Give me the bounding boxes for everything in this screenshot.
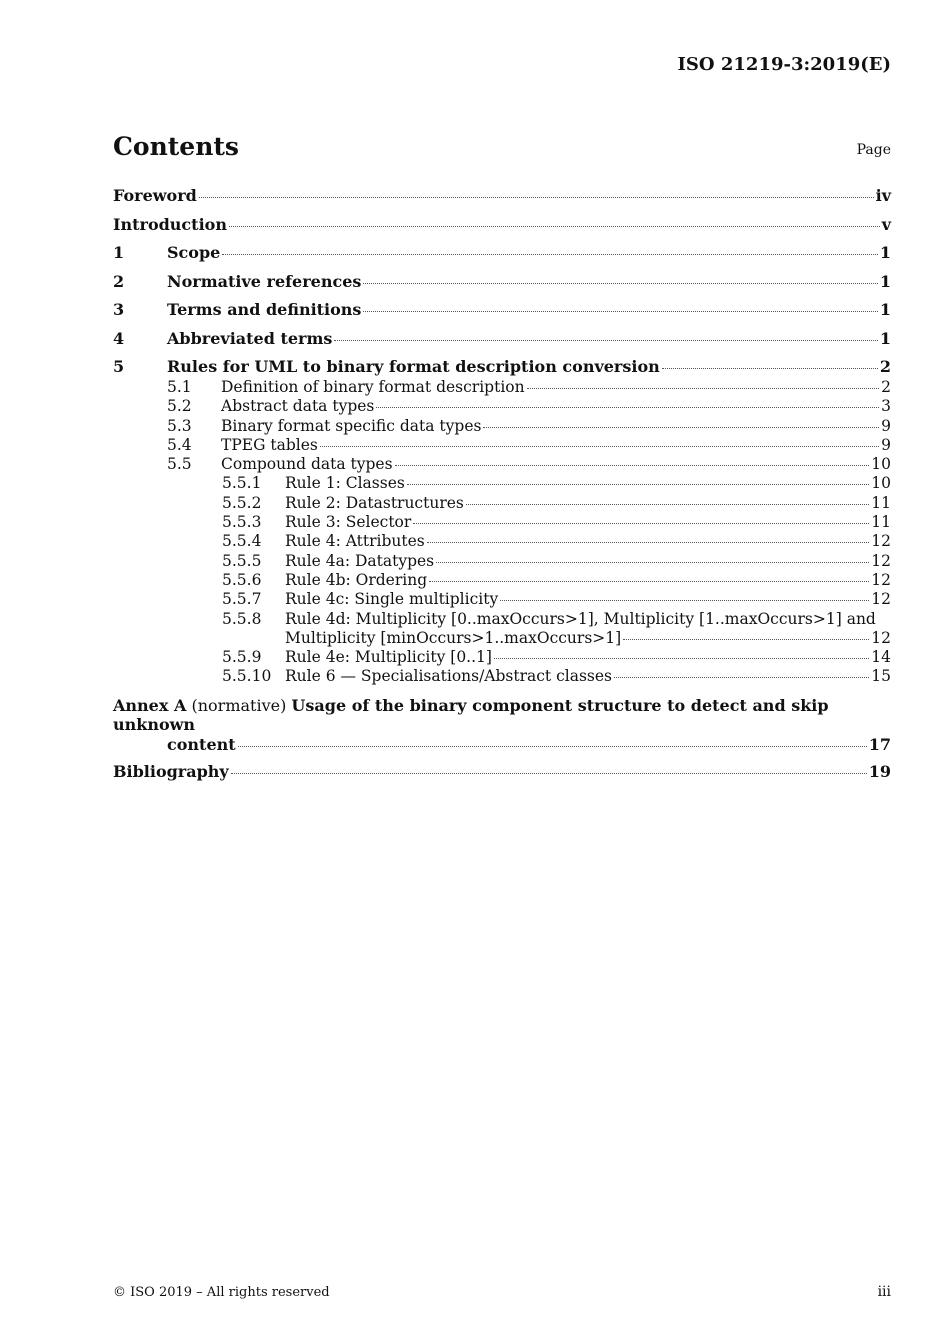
dot-leader: [500, 600, 869, 601]
toc-entry-page: 3: [881, 397, 891, 416]
toc-entry-page: 11: [871, 513, 891, 532]
toc-entry-number: 5.5.3: [222, 513, 262, 532]
toc-entry-page: 1: [879, 243, 891, 262]
toc-entry-number: 2: [113, 271, 125, 291]
dot-leader: [427, 542, 870, 543]
dot-leader: [466, 504, 869, 505]
dot-leader: [429, 581, 869, 582]
toc-entry-annex-a-continued[interactable]: [113, 735, 891, 755]
toc-entry-page: 11: [871, 493, 891, 512]
annex-title-line2: content: [167, 734, 236, 754]
annex-label: Annex A: [113, 695, 187, 715]
toc-entry-page: 15: [871, 667, 891, 686]
dot-leader: [199, 197, 874, 198]
toc-entry-number: 5.5.10: [222, 667, 272, 686]
toc-entry-page: 12: [871, 570, 891, 589]
toc-entry-title: Compound data types: [221, 455, 393, 474]
dot-leader: [407, 484, 869, 485]
dot-leader: [527, 388, 880, 389]
toc-entry-5-5-8[interactable]: [113, 610, 891, 629]
toc-entry-page: 17: [868, 734, 891, 754]
toc-entry-clause-3[interactable]: [113, 299, 891, 321]
toc-entry-title: Rule 3: Selector: [285, 513, 412, 532]
dot-leader: [494, 658, 869, 659]
toc-entry-5-5-8-continued[interactable]: [113, 629, 891, 648]
toc-entry-title: Bibliography: [113, 761, 229, 781]
dot-leader: [395, 465, 870, 466]
toc-entry-bibliography[interactable]: [113, 761, 891, 783]
toc-entry-title: Rule 4b: Ordering: [285, 570, 428, 589]
toc-entry-page: 9: [881, 416, 891, 435]
toc-entry-page: 2: [879, 357, 891, 376]
toc-entry-page: 10: [871, 474, 891, 493]
dot-leader: [413, 523, 869, 524]
toc-entry-number: 5.5.7: [222, 590, 262, 609]
toc-entry-number: 5.5.4: [222, 532, 262, 551]
toc-entry-5-5-5[interactable]: [113, 552, 891, 571]
toc-entry-5-5-6[interactable]: [113, 571, 891, 590]
standard-identifier: ISO 21219-3:2019(E): [677, 54, 891, 75]
toc-entry-5-5-1[interactable]: [113, 474, 891, 493]
toc-entry-number: 5.1: [167, 378, 192, 396]
toc-entry-page: 12: [871, 590, 891, 609]
toc-entry-5-2[interactable]: [113, 397, 891, 416]
copyright-notice: © ISO 2019 – All rights reserved: [113, 1285, 330, 1300]
toc-entry-5-5-2[interactable]: [113, 494, 891, 513]
dot-leader: [231, 773, 867, 774]
dot-leader: [320, 446, 879, 447]
toc-entry-5-5-4[interactable]: [113, 532, 891, 551]
table-of-contents: [113, 185, 891, 783]
annex-type: (normative): [191, 695, 287, 715]
toc-entry-number: 5.5.2: [222, 493, 262, 512]
toc-entry-page: 14: [871, 648, 891, 667]
toc-entry-foreword[interactable]: [113, 185, 891, 207]
toc-entry-clause-4[interactable]: [113, 328, 891, 350]
toc-entry-title: Abstract data types: [221, 397, 375, 416]
toc-entry-5-5-3[interactable]: [113, 513, 891, 532]
toc-entry-number: 5.2: [167, 397, 192, 416]
toc-entry-title-line2: Multiplicity [minOccurs>1..maxOccurs>1]: [285, 628, 622, 647]
toc-entry-page: v: [881, 214, 891, 234]
toc-entry-introduction[interactable]: [113, 214, 891, 236]
toc-entry-title-line1: Rule 4d: Multiplicity [0..maxOccurs>1], Multiplicity [1..maxOccurs>1] and: [285, 609, 876, 628]
toc-entry-clause-1[interactable]: [113, 242, 891, 264]
dot-leader: [662, 368, 878, 369]
toc-entry-title: Introduction: [113, 214, 227, 234]
dot-leader: [229, 226, 880, 227]
dot-leader: [363, 311, 877, 312]
toc-entry-page: 12: [871, 628, 891, 647]
toc-entry-page: 19: [868, 761, 891, 781]
toc-entry-page: 1: [879, 271, 891, 291]
toc-entry-5-3[interactable]: [113, 417, 891, 436]
toc-entry-number: 5.4: [167, 435, 192, 454]
toc-entry-page: 1: [879, 328, 891, 348]
toc-entry-5-1[interactable]: [113, 378, 891, 397]
toc-entry-title: Rule 4e: Multiplicity [0..1]: [285, 648, 492, 667]
toc-entry-clause-2[interactable]: [113, 271, 891, 293]
toc-entry-clause-5[interactable]: [113, 356, 891, 378]
annex-title-line1: Usage of the binary component structure to detect and skip unknown: [113, 695, 829, 735]
toc-entry-number: 5.5: [167, 455, 192, 474]
dot-leader: [436, 562, 869, 563]
toc-entry-page: 1: [879, 300, 891, 319]
toc-entry-number: 5.5.1: [222, 474, 262, 493]
toc-entry-number: 5.5.6: [222, 570, 262, 589]
toc-entry-5-5-10[interactable]: [113, 667, 891, 686]
toc-entry-title: Rule 4a: Datatypes: [285, 551, 435, 570]
toc-entry-number: 5: [113, 357, 125, 376]
toc-entry-title: Normative references: [167, 271, 362, 291]
toc-entry-title: Foreword: [113, 186, 197, 205]
toc-entry-page: 10: [871, 455, 891, 474]
toc-entry-title: TPEG tables: [221, 435, 318, 454]
toc-entry-annex-a[interactable]: [113, 696, 891, 735]
toc-entry-number: 1: [113, 243, 125, 262]
dot-leader: [222, 254, 878, 255]
toc-entry-page: 12: [871, 532, 891, 551]
toc-entry-number: 5.3: [167, 416, 192, 435]
toc-entry-number: 5.5.9: [222, 648, 262, 667]
toc-entry-page: 9: [881, 435, 891, 454]
page-title: Contents: [113, 132, 240, 161]
toc-entry-page: iv: [875, 186, 891, 205]
toc-entry-5-5[interactable]: [113, 455, 891, 474]
toc-entry-page: 2: [881, 378, 891, 396]
toc-entry-number: 5.5.5: [222, 551, 262, 570]
toc-entry-number: 5.5.8: [222, 609, 262, 628]
dot-leader: [483, 427, 879, 428]
toc-entry-5-5-7[interactable]: [113, 590, 891, 609]
toc-entry-title: Rule 2: Datastructures: [285, 493, 464, 512]
toc-entry-title: Binary format specific data types: [221, 416, 482, 435]
page-column-label: Page: [856, 142, 891, 158]
dot-leader: [614, 677, 869, 678]
toc-entry-5-4[interactable]: [113, 436, 891, 455]
toc-entry-title: Rule 4: Attributes: [285, 532, 425, 551]
toc-entry-title: Rules for UML to binary format description conversion: [167, 357, 660, 376]
toc-entry-number: 4: [113, 328, 125, 348]
toc-entry-title: Definition of binary format description: [221, 378, 525, 396]
toc-entry-page: 12: [871, 551, 891, 570]
toc-entry-title: Rule 1: Classes: [285, 474, 405, 493]
toc-entry-title: Terms and definitions: [167, 300, 362, 319]
dot-leader: [376, 407, 879, 408]
toc-entry-title: Scope: [167, 243, 221, 262]
dot-leader: [623, 639, 869, 640]
toc-entry-number: 3: [113, 300, 125, 319]
toc-entry-title: Rule 6 — Specialisations/Abstract classes: [285, 667, 613, 686]
toc-entry-5-5-9[interactable]: [113, 648, 891, 667]
dot-leader: [334, 340, 877, 341]
toc-entry-title: Abbreviated terms: [167, 328, 333, 348]
dot-leader: [363, 283, 877, 284]
toc-entry-title: Rule 4c: Single multiplicity: [285, 590, 499, 609]
dot-leader: [238, 746, 867, 747]
page-number: iii: [877, 1284, 891, 1300]
